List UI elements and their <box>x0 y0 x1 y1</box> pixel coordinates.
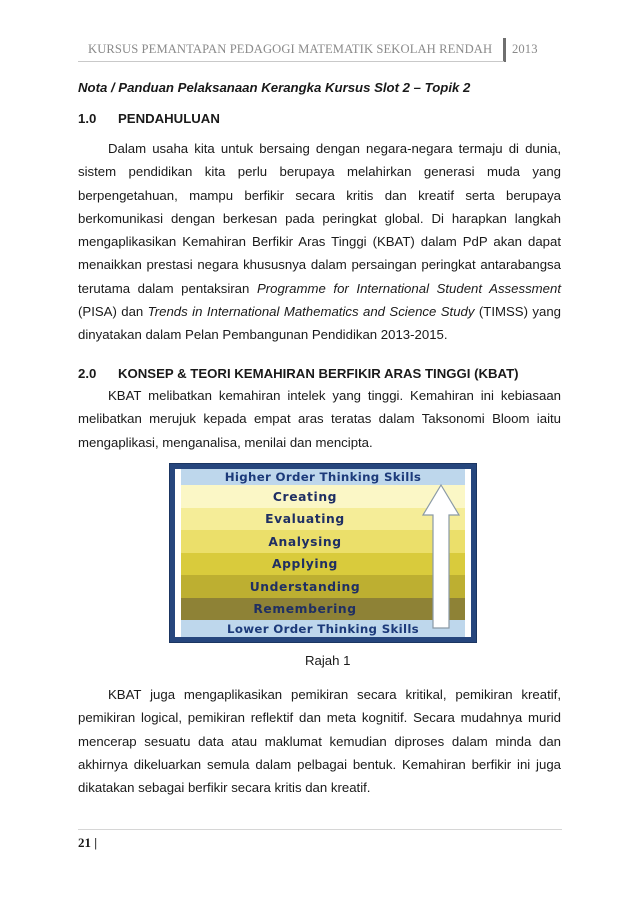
header-year: 2013 <box>512 42 538 56</box>
header-title: KURSUS PEMANTAPAN PEDAGOGI MATEMATIK SEKOLAH RENDAH <box>88 42 493 56</box>
header-divider <box>503 38 506 62</box>
document-subtitle: Nota / Panduan Pelaksanaan Kerangka Kursus Slot 2 – Topik 2 <box>78 80 471 95</box>
figure-caption: Rajah 1 <box>305 653 351 668</box>
lower-order-label: Lower Order Thinking Skills <box>181 620 465 637</box>
section-2-paragraph-1: KBAT melibatkan kemahiran intelek yang tinggi. Kemahiran ini kebiasaan melibatkan merujuk kepada empat aras teratas dalam Taksonomi Bloom iaitu mengaplikasi, menganalisa, menilai dan mencipta. <box>78 388 561 450</box>
section-1-number: 1.0 <box>78 111 97 126</box>
page-header <box>78 38 562 62</box>
section-1-title: PENDAHULUAN <box>118 111 220 126</box>
level-evaluating: Evaluating <box>181 508 465 530</box>
page-number: 21 | <box>78 835 98 850</box>
section-2-title: KONSEP & TEORI KEMAHIRAN BERFIKIR ARAS TINGGI (KBAT) <box>118 366 519 381</box>
upward-arrow-icon <box>421 483 461 630</box>
bloom-taxonomy-figure <box>169 463 477 643</box>
footer-divider <box>78 829 562 830</box>
section-1-paragraph: Dalam usaha kita untuk bersaing dengan negara-negara termaju di dunia, sistem pendidikan kita perlu berupaya melahirkan generasi muda yang berpengetahuan, mampu berfikir secara kritis dan kreatif serta berupaya berkomunikasi dengan berkesan pada peringkat global. Di harapkan langkah mengaplikasikan Kemahiran Berfikir Aras Tinggi (KBAT) dalam PdP akan dapat menaikkan prestasi negara khususnya dalam persaingan peringkat antarabangsa terutama dalam pentaksiran Programme for International Student Assessment (PISA) dan Trends in International Mathematics and Science Study (TIMSS) yang dinyatakan dalam Pelan Pembangunan Pendidikan 2013-2015. <box>78 141 561 343</box>
section-2-number: 2.0 <box>78 366 97 381</box>
level-creating: Creating <box>181 485 465 508</box>
header-underline <box>78 61 504 62</box>
higher-order-label: Higher Order Thinking Skills <box>181 469 465 485</box>
level-applying: Applying <box>181 553 465 575</box>
level-understanding: Understanding <box>181 575 465 598</box>
figure-inner <box>175 469 471 637</box>
section-2-paragraph-2: KBAT juga mengaplikasikan pemikiran secara kritikal, pemikiran kreatif, pemikiran logical, pemikiran reflektif dan meta kognitif. Secara mudahnya murid mencerap sesuatu data atau maklumat kemudian diproses dalam minda dan akhirnya dikeluarkan semula dalam pelbagai bentuk. Kemahiran berfikir ini juga dikatakan sebagai berfikir secara kritis dan kreatif. <box>78 687 561 796</box>
level-remembering: Remembering <box>181 598 465 620</box>
level-analysing: Analysing <box>181 530 465 553</box>
